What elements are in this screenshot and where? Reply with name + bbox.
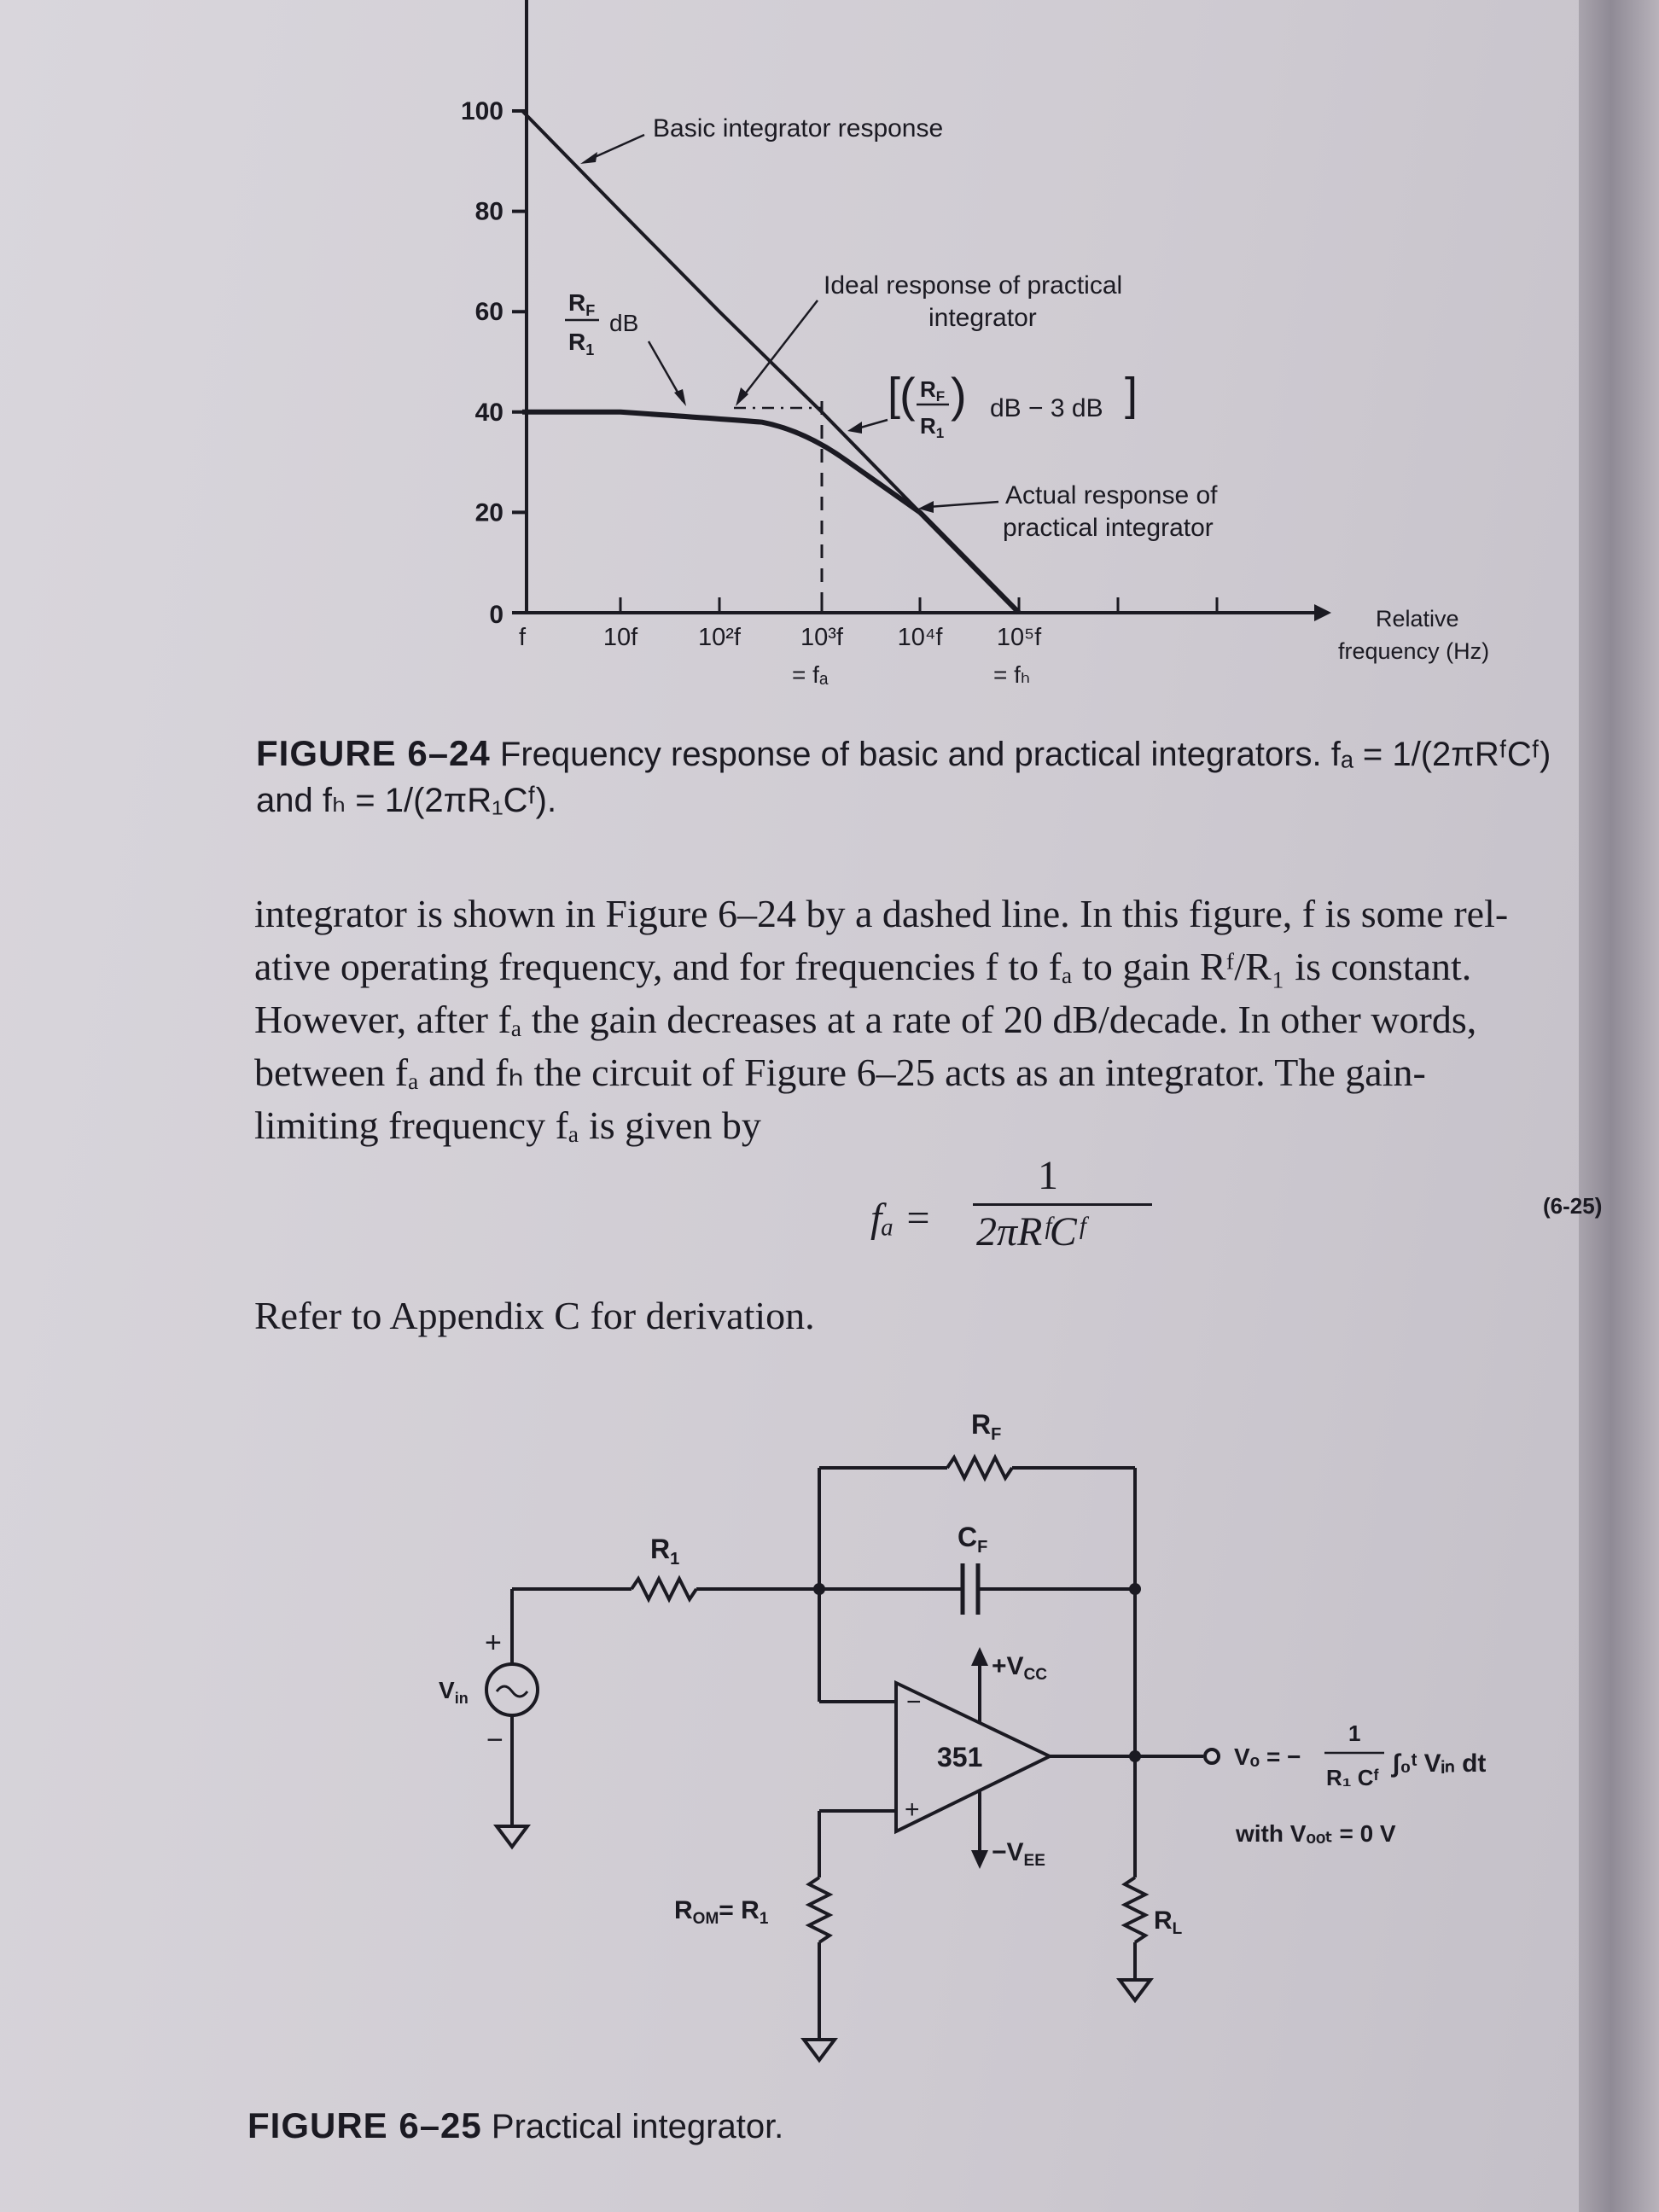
y-tick-label: 20 [474,498,504,527]
with-voot: with Vₒₒₜ = 0 V [1236,1820,1396,1847]
ideal-label-arrow [741,300,818,399]
bracket-arrow [858,420,888,428]
figure-6-25-caption [247,2103,783,2150]
body-line-1: integrator is shown in Figure 6–24 by a dashed line. In this figure, f is some rel- [254,892,1509,935]
caption-6-24-num: FIGURE 6–24 [256,733,491,773]
body-paragraph [254,888,1586,1152]
equation-number: (6-25) [1543,1193,1603,1219]
output-terminal [1205,1749,1219,1763]
vin-tilde [497,1686,527,1697]
vo-integral: ∫₀ᵗ Vᵢₙ dt [1393,1749,1487,1778]
gain-unit: dB [609,310,639,336]
ground-icon-vin [497,1826,527,1847]
y-tick-label: 80 [474,197,504,226]
vo-num: 1 [1348,1720,1361,1746]
formula-6-25 [870,1152,1297,1254]
rl-label: $R_L$ [1154,1906,1183,1938]
rf-resistor [947,1458,1012,1478]
rom-resistor [809,1877,830,1942]
actual-label-1: Actual response of [1005,481,1218,509]
x-axis-arrow [1314,604,1331,621]
ideal-label-2: integrator [928,304,1037,332]
body-line-3: However, after fₐ the gain decreases at a rate of 20 dB/decade. In other words, [254,998,1477,1041]
y-tick-label: 0 [489,601,504,629]
rom-label: $R_{OM}= R_1$ [674,1896,769,1928]
formula-num: 1 [1038,1153,1058,1198]
cf-label: $C_F$ [958,1522,988,1557]
rl-resistor [1125,1877,1145,1942]
vee-label: $-V_{EE}$ [992,1838,1045,1870]
figure-6-24-chart [0,0,1659,768]
bracket-text: dB − 3 dB [990,394,1103,422]
x-sublabel-fa: = fₐ [792,661,829,688]
caption-6-25-text: Practical integrator. [491,2108,784,2145]
x-axis-label-1: Relative [1376,606,1459,632]
body-line-2: ative operating frequency, and for frequencies f to fₐ to gain Rᶠ/R₁ is constant. [254,945,1472,988]
opamp-minus: − [906,1688,922,1716]
paren-close: ) [951,368,967,422]
opamp-label: 351 [937,1742,983,1773]
paren-open: ( [899,368,916,422]
body-line-4: between fₐ and fₕ the circuit of Figure 6–25 acts as an integrator. The gain- [254,1051,1426,1094]
basic-label: Basic integrator response [653,114,944,143]
bracket-close: ] [1125,369,1138,420]
vcc-arrow [971,1647,988,1666]
caption-6-24-text-2: and fₕ = 1/(2πR₁Cᶠ). [256,782,557,819]
gain-den: $R_1$ [568,329,595,358]
x-tick-label: 10²f [698,624,741,651]
x-tick-label: 10⁵f [996,624,1042,651]
vin-label: $V_{in}$ [439,1677,469,1707]
bracket-num: RF [920,376,946,405]
y-tick-label: 100 [460,97,504,125]
r1-label: $R_1$ [650,1534,680,1569]
vcc-label: $+V_{CC}$ [992,1652,1047,1684]
x-tick-label: f [518,624,527,651]
caption-6-25-num: FIGURE 6–25 [247,2105,482,2145]
vin-minus: − [486,1724,504,1756]
appendix-ref: Refer to Appendix C for derivation. [254,1294,815,1337]
figure-6-24-caption [256,731,1551,824]
gain-num: $R_F$ [568,289,596,319]
ground-icon-rl [1120,1980,1150,2000]
vin-plus: + [485,1627,502,1659]
y-tick-label: 60 [474,298,504,327]
figure-6-25-circuit [0,1348,1659,2082]
x-axis-label-2: frequency (Hz) [1338,638,1490,664]
actual-label-2: practical integrator [1003,514,1214,542]
bracket-open: [ [888,369,901,420]
formula-lhs: fₐ = [870,1196,932,1241]
vee-arrow [971,1850,988,1869]
rf-label: $R_F$ [971,1409,1002,1444]
y-tick-label: 40 [474,398,504,427]
vo-label: Vₒ = − [1234,1743,1301,1770]
opamp-plus: + [905,1796,920,1824]
body-line-5: limiting frequency fₐ is given by [254,1103,761,1147]
ground-icon-rom [804,2040,835,2060]
vo-den: R₁ Cᶠ [1326,1765,1379,1790]
formula-den: 2πRᶠCᶠ [976,1209,1085,1254]
r1-resistor [632,1579,696,1599]
x-tick-label: 10f [602,624,638,651]
bracket-den: R1 [920,413,945,441]
ideal-label-1: Ideal response of practical [824,271,1123,300]
x-tick-label: 10⁴f [897,624,943,651]
x-tick-label: 10³f [800,624,843,651]
actual-label-arrow [928,502,998,507]
caption-6-24-text-1: Frequency response of basic and practical integrators. fₐ = 1/(2πRᶠCᶠ) [499,736,1551,773]
x-sublabel-fb: = fₕ [993,661,1031,688]
formula-bar [973,1203,1152,1206]
actual-response-line [522,412,1019,613]
